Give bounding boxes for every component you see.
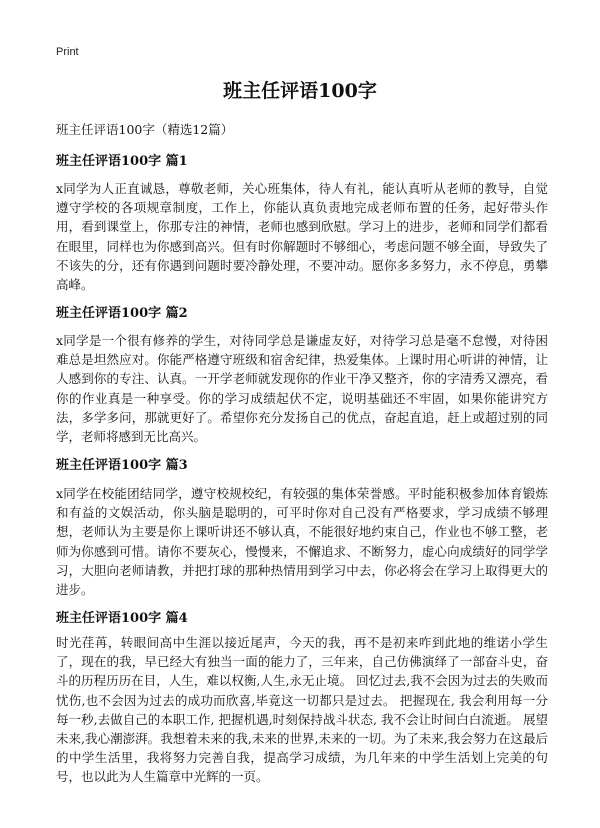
section-heading-2: 班主任评语100字 篇2 [56, 306, 188, 321]
section-paragraph-3: x同学在校能团结同学，遵守校规校纪，有较强的集体荣誉感。平时能积极参加体育锻炼和有益的文娱活动，你头脑是聪明的，可平时你对自己没有严格要求，学习成绩不够理想，老师认为主要是你上课听讲还不够认真，不能很好地约束自己，作业也不够工整，老师为你感到可惜。请你不要灰心，慢慢来，不懈追求、不断努力，虚心向成绩好的同学学习，大胆向老师请教，并把打球的那种热情用到学习中去，你必将会在学习上取得更大的进步。 [56, 486, 548, 598]
section-paragraph-1: x同学为人正直诚恳，尊敬老师，关心班集体，待人有礼，能认真听从老师的教导，自觉遵守学校的各项规章制度，工作上，你能认真负责地完成老师布置的任务，起好带头作用，看到课堂上，你那专注的神情，老师也感到欣慰。学习上的进步，老师和同学们都看在眼里，同样也为你感到高兴。但有时你解题时不够细心，考虑问题不够全面，导致失了不该失的分，还有你遇到问题时要冷静处理，不要冲动。愿你多多努力，永不停息，勇攀高峰。 [56, 181, 548, 293]
print-label: Print [56, 46, 79, 58]
page-title: 班主任评语100字 [223, 80, 377, 102]
section-heading-4: 班主任评语100字 篇4 [56, 611, 188, 626]
section-heading-1: 班主任评语100字 篇1 [56, 154, 188, 169]
section-paragraph-2: x同学是一个很有修养的学生，对待同学总是谦虚友好，对待学习总是毫不怠慢，对待困难总是坦然应对。你能严格遵守班级和宿舍纪律，热爱集体。上课时用心听讲的神情，让人感到你的专注、认真。一开学老师就发现你的作业干净又整齐，你的字清秀又漂亮，看你的作业真是一种享受。你的学习成绩起伏不定，说明基础还不牢固，如果你能讲究方法，多学多问，那就更好了。希望你充分发扬自己的优点，奋起直追，赶上或超过别的同学，老师将感到无比高兴。 [56, 333, 548, 445]
section-paragraph-4: 时光荏苒，转眼间高中生涯以接近尾声，今天的我，再不是初来咋到此地的维诺小学生了，现在的我，早已经大有独当一面的能力了，三年来，自己仿佛演绎了一部奋斗史，奋斗的历程历历在目，人生，难以权衡,人生,永无止境。 回忆过去,我不会因为过去的失败而忧伤,也不会因为过去的成功而欣喜,毕竟这一切都只是过去。 把握现在, 我会利用每一分每一秒,去做自己的本职工作, 把握机遇,时刻保持战斗状态, 我不会让时间白白流逝。 展望未来,我心潮澎湃。我想着未来的我,未来的世界,未来的一切。为了未来,我会努力在这最后的中学生活里，我将努力完善自我，提高学习成绩，为几年来的中学生活划上完美的句号，也以此为人生篇章中光辉的一页。 [56, 635, 548, 785]
section-heading-3: 班主任评语100字 篇3 [56, 458, 188, 473]
document-subtitle: 班主任评语100字（精选12篇） [56, 122, 234, 137]
